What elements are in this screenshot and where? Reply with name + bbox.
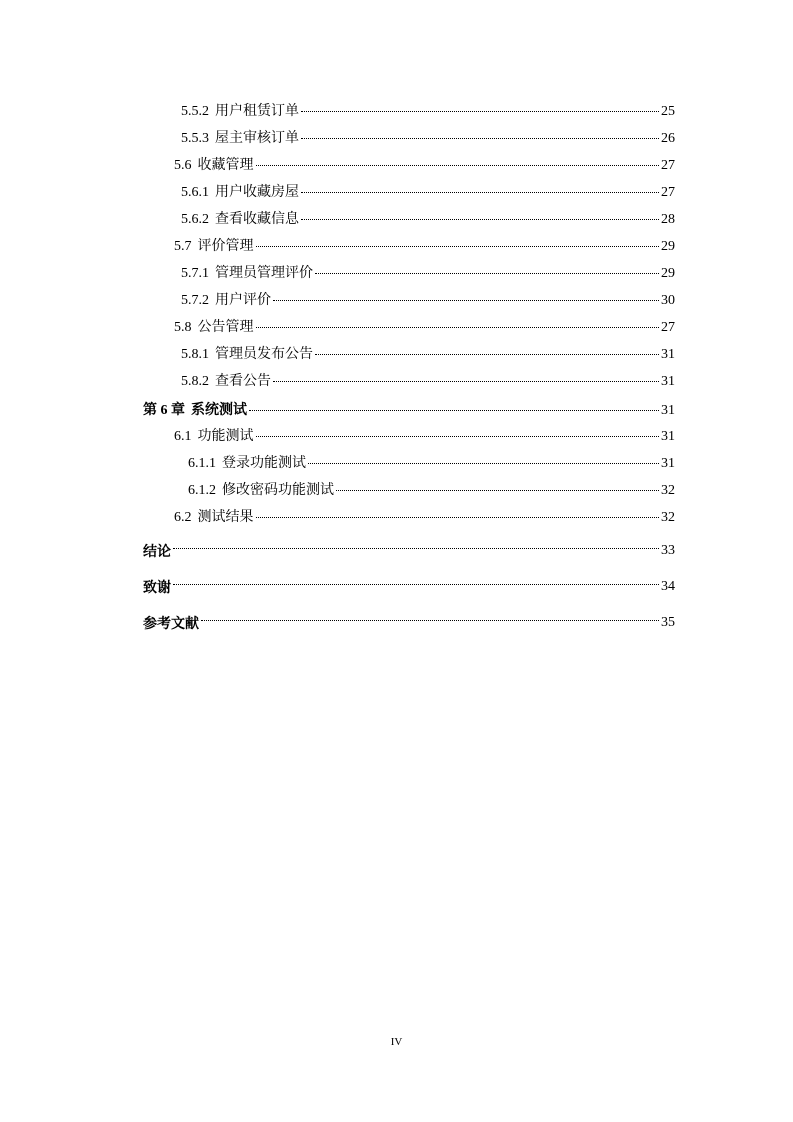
toc-entry-6-2[interactable] xyxy=(143,506,675,533)
toc-chapter-title: 系统测试 xyxy=(191,403,247,418)
toc-entry-page: 27 xyxy=(661,320,675,335)
dot-leader xyxy=(256,246,660,247)
toc-entry-5-5-3[interactable] xyxy=(143,127,675,154)
dot-leader xyxy=(173,548,659,549)
toc-entry-title: 评价管理 xyxy=(197,239,254,254)
toc-entry-title: 登录功能测试 xyxy=(222,456,306,471)
dot-leader xyxy=(301,192,659,193)
toc-entry-title: 收藏管理 xyxy=(197,158,254,173)
dot-leader xyxy=(308,463,659,464)
toc-entry-number: 6.1 xyxy=(174,429,192,444)
toc-entry-5-6[interactable] xyxy=(143,154,675,181)
toc-entry-title: 用户收藏房屋 xyxy=(215,185,299,200)
toc-entry-number: 6.2 xyxy=(174,510,192,525)
toc-entry-title: 结论 xyxy=(143,545,171,560)
toc-entry-title: 管理员发布公告 xyxy=(215,347,313,362)
toc-entry-title: 参考文献 xyxy=(143,617,199,632)
toc-chapter-6[interactable] xyxy=(143,399,675,425)
toc-entry-6-1-1[interactable] xyxy=(143,452,675,479)
dot-leader xyxy=(315,273,659,274)
toc-entry-title: 测试结果 xyxy=(197,510,254,525)
toc-entry-page: 26 xyxy=(661,131,675,146)
toc-entry-number: 5.5.3 xyxy=(181,131,209,146)
toc-entry-title: 用户评价 xyxy=(215,293,271,308)
toc-entry-page: 25 xyxy=(661,104,675,119)
toc-entry-acknowledgements[interactable] xyxy=(143,569,675,605)
toc-chapter-number: 第 6 章 xyxy=(143,403,185,418)
toc-entry-conclusion[interactable] xyxy=(143,533,675,569)
dot-leader xyxy=(315,354,659,355)
toc-entry-number: 5.8.2 xyxy=(181,374,209,389)
toc-entry-title: 修改密码功能测试 xyxy=(222,483,334,498)
toc-entry-page: 27 xyxy=(661,158,675,173)
dot-leader xyxy=(201,620,659,621)
toc-entry-page: 29 xyxy=(661,266,675,281)
toc-entry-title: 屋主审核订单 xyxy=(215,131,299,146)
toc-chapter-page: 31 xyxy=(661,403,675,418)
toc-entry-number: 5.8 xyxy=(174,320,192,335)
toc-entry-page: 28 xyxy=(661,212,675,227)
toc-entry-title: 查看公告 xyxy=(215,374,271,389)
dot-leader xyxy=(301,138,659,139)
toc-entry-5-6-1[interactable] xyxy=(143,181,675,208)
toc-entry-page: 33 xyxy=(661,543,675,558)
toc-entry-page: 32 xyxy=(661,483,675,498)
toc-entry-page: 31 xyxy=(661,456,675,471)
toc-entry-number: 6.1.1 xyxy=(188,456,216,471)
dot-leader xyxy=(301,219,659,220)
toc-entry-page: 29 xyxy=(661,239,675,254)
toc-entry-page: 31 xyxy=(661,374,675,389)
dot-leader xyxy=(256,327,660,328)
toc-entry-5-8-2[interactable] xyxy=(143,370,675,397)
dot-leader xyxy=(256,517,660,518)
toc-entry-references[interactable] xyxy=(143,605,675,641)
dot-leader xyxy=(249,410,659,411)
toc-entry-5-8-1[interactable] xyxy=(143,343,675,370)
toc-entry-6-1-2[interactable] xyxy=(143,479,675,506)
dot-leader xyxy=(273,300,659,301)
toc-entry-number: 5.6.1 xyxy=(181,185,209,200)
table-of-contents xyxy=(143,100,675,641)
toc-entry-number: 5.8.1 xyxy=(181,347,209,362)
page-number: IV xyxy=(390,1036,403,1048)
toc-entry-number: 5.7.1 xyxy=(181,266,209,281)
toc-entry-title: 公告管理 xyxy=(197,320,254,335)
toc-entry-title: 功能测试 xyxy=(197,429,254,444)
dot-leader xyxy=(173,584,659,585)
toc-entry-page: 34 xyxy=(661,579,675,594)
toc-entry-title: 查看收藏信息 xyxy=(215,212,299,227)
toc-entry-title: 用户租赁订单 xyxy=(215,104,299,119)
toc-entry-page: 27 xyxy=(661,185,675,200)
dot-leader xyxy=(301,111,659,112)
toc-entry-page: 31 xyxy=(661,429,675,444)
toc-entry-page: 31 xyxy=(661,347,675,362)
toc-entry-number: 5.5.2 xyxy=(181,104,209,119)
dot-leader xyxy=(336,490,659,491)
toc-entry-5-5-2[interactable] xyxy=(143,100,675,127)
toc-entry-6-1[interactable] xyxy=(143,425,675,452)
toc-entry-number: 6.1.2 xyxy=(188,483,216,498)
toc-entry-page: 32 xyxy=(661,510,675,525)
dot-leader xyxy=(273,381,659,382)
toc-entry-number: 5.7.2 xyxy=(181,293,209,308)
toc-entry-number: 5.7 xyxy=(174,239,192,254)
toc-entry-page: 35 xyxy=(661,615,675,630)
toc-entry-5-7[interactable] xyxy=(143,235,675,262)
toc-entry-5-7-2[interactable] xyxy=(143,289,675,316)
toc-entry-5-6-2[interactable] xyxy=(143,208,675,235)
dot-leader xyxy=(256,436,660,437)
toc-entry-title: 管理员管理评价 xyxy=(215,266,313,281)
dot-leader xyxy=(256,165,660,166)
toc-entry-title: 致谢 xyxy=(143,581,171,596)
toc-entry-5-7-1[interactable] xyxy=(143,262,675,289)
toc-entry-number: 5.6 xyxy=(174,158,192,173)
toc-entry-5-8[interactable] xyxy=(143,316,675,343)
toc-entry-page: 30 xyxy=(661,293,675,308)
toc-entry-number: 5.6.2 xyxy=(181,212,209,227)
